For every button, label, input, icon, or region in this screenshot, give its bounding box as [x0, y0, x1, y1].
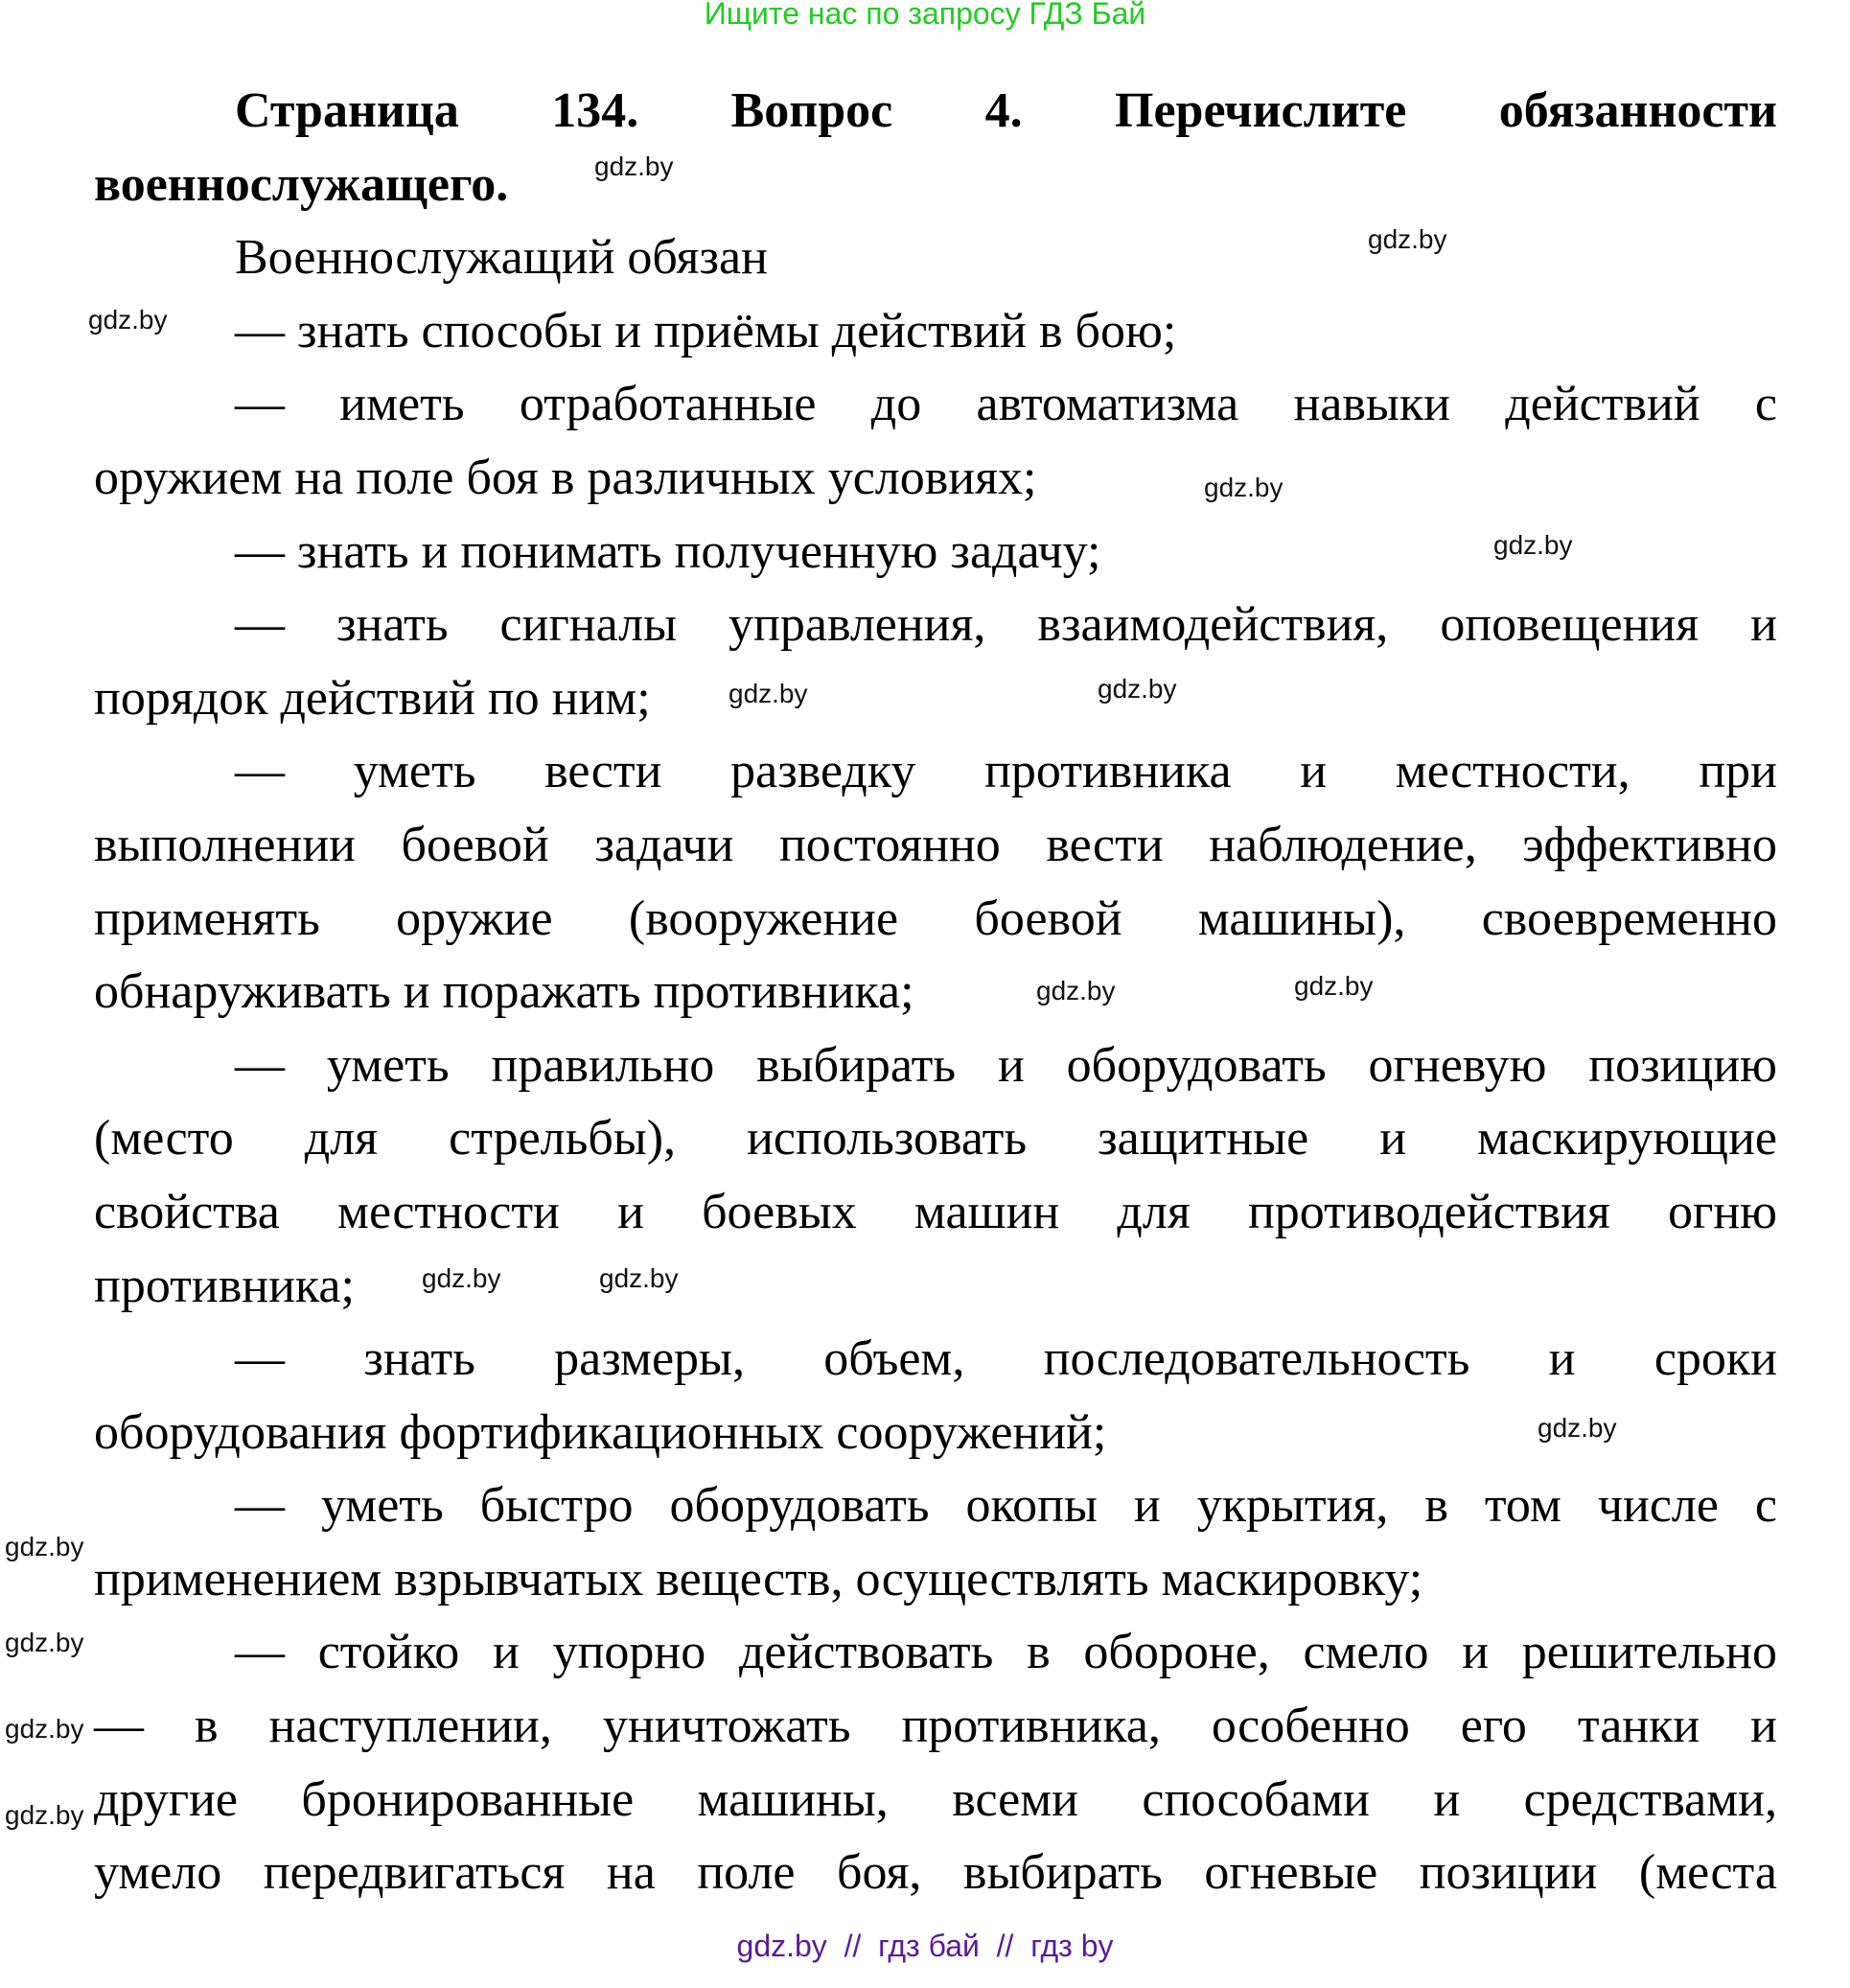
text-line: — знать размеры, объем, последовательность и сроки: [235, 1331, 1777, 1387]
watermark: gdz.by: [1538, 1413, 1617, 1443]
watermark: gdz.by: [5, 1714, 84, 1744]
text-line: — уметь вести разведку противника и местности, при: [235, 744, 1777, 799]
text-line: — знать сигналы управления, взаимодействия, оповещения и: [235, 597, 1777, 653]
question-title-line: Страница 134. Вопрос 4. Перечислите обязанности: [235, 83, 1777, 138]
text-line: свойства местности и боевых машин для противодействия огню: [94, 1184, 1777, 1239]
text-line: — в наступлении, уничтожать противника, особенно его танки и: [94, 1699, 1777, 1754]
text-line: обнаруживать и поражать противника;: [94, 964, 914, 1020]
text-line: умело передвигаться на поле боя, выбирать огневые позиции (места: [94, 1845, 1777, 1901]
text-line: применять оружие (вооружение боевой машины), своевременно: [94, 890, 1777, 946]
text-line: противника;: [94, 1258, 355, 1313]
watermark: gdz.by: [1036, 976, 1116, 1006]
watermark: gdz.by: [1368, 224, 1447, 254]
text-line: выполнении боевой задачи постоянно вести наблюдение, эффективно: [94, 817, 1777, 872]
watermark: gdz.by: [1098, 674, 1177, 704]
watermark: gdz.by: [5, 1532, 84, 1561]
watermark: gdz.by: [422, 1263, 501, 1293]
answer-text: [94, 75, 1777, 1910]
text-line: применением взрывчатых веществ, осуществлять маскировку;: [94, 1551, 1423, 1607]
watermark: gdz.by: [599, 1263, 679, 1293]
watermark: gdz.by: [594, 151, 674, 181]
text-line: — иметь отработанные до автоматизма навыки действий с: [235, 377, 1777, 432]
text-line: (место для стрельбы), использовать защитные и маскирующие: [94, 1111, 1777, 1167]
watermark: gdz.by: [5, 1628, 84, 1657]
watermark: gdz.by: [728, 679, 808, 708]
watermark: gdz.by: [88, 305, 168, 335]
text-line: оборудования фортификационных сооружений;: [94, 1404, 1107, 1460]
text-line: Военнослужащий обязан: [235, 230, 768, 286]
search-banner: Ищите нас по запросу ГДЗ Бай: [704, 0, 1146, 31]
text-line: — знать способы и приёмы действий в бою;: [235, 303, 1177, 358]
watermark: gdz.by: [1493, 530, 1573, 560]
text-line: — стойко и упорно действовать в обороне, смело и решительно: [235, 1625, 1777, 1680]
watermark: gdz.by: [5, 1800, 84, 1830]
footer-banner: gdz.by // гдз бай // гдз by: [736, 1929, 1114, 1963]
text-line: — уметь правильно выбирать и оборудовать огневую позицию: [235, 1037, 1777, 1093]
text-line: — знать и понимать полученную задачу;: [235, 523, 1101, 579]
text-line: — уметь быстро оборудовать окопы и укрытия, в том числе с: [235, 1478, 1777, 1534]
text-line: порядок действий по ним;: [94, 670, 651, 726]
watermark: gdz.by: [1204, 473, 1283, 502]
watermark: gdz.by: [1294, 971, 1374, 1001]
text-line: оружием на поле боя в различных условиях;: [94, 450, 1037, 505]
text-line: другие бронированные машины, всеми способами и средствами,: [94, 1771, 1777, 1827]
question-title-line: военнослужащего.: [94, 156, 509, 212]
